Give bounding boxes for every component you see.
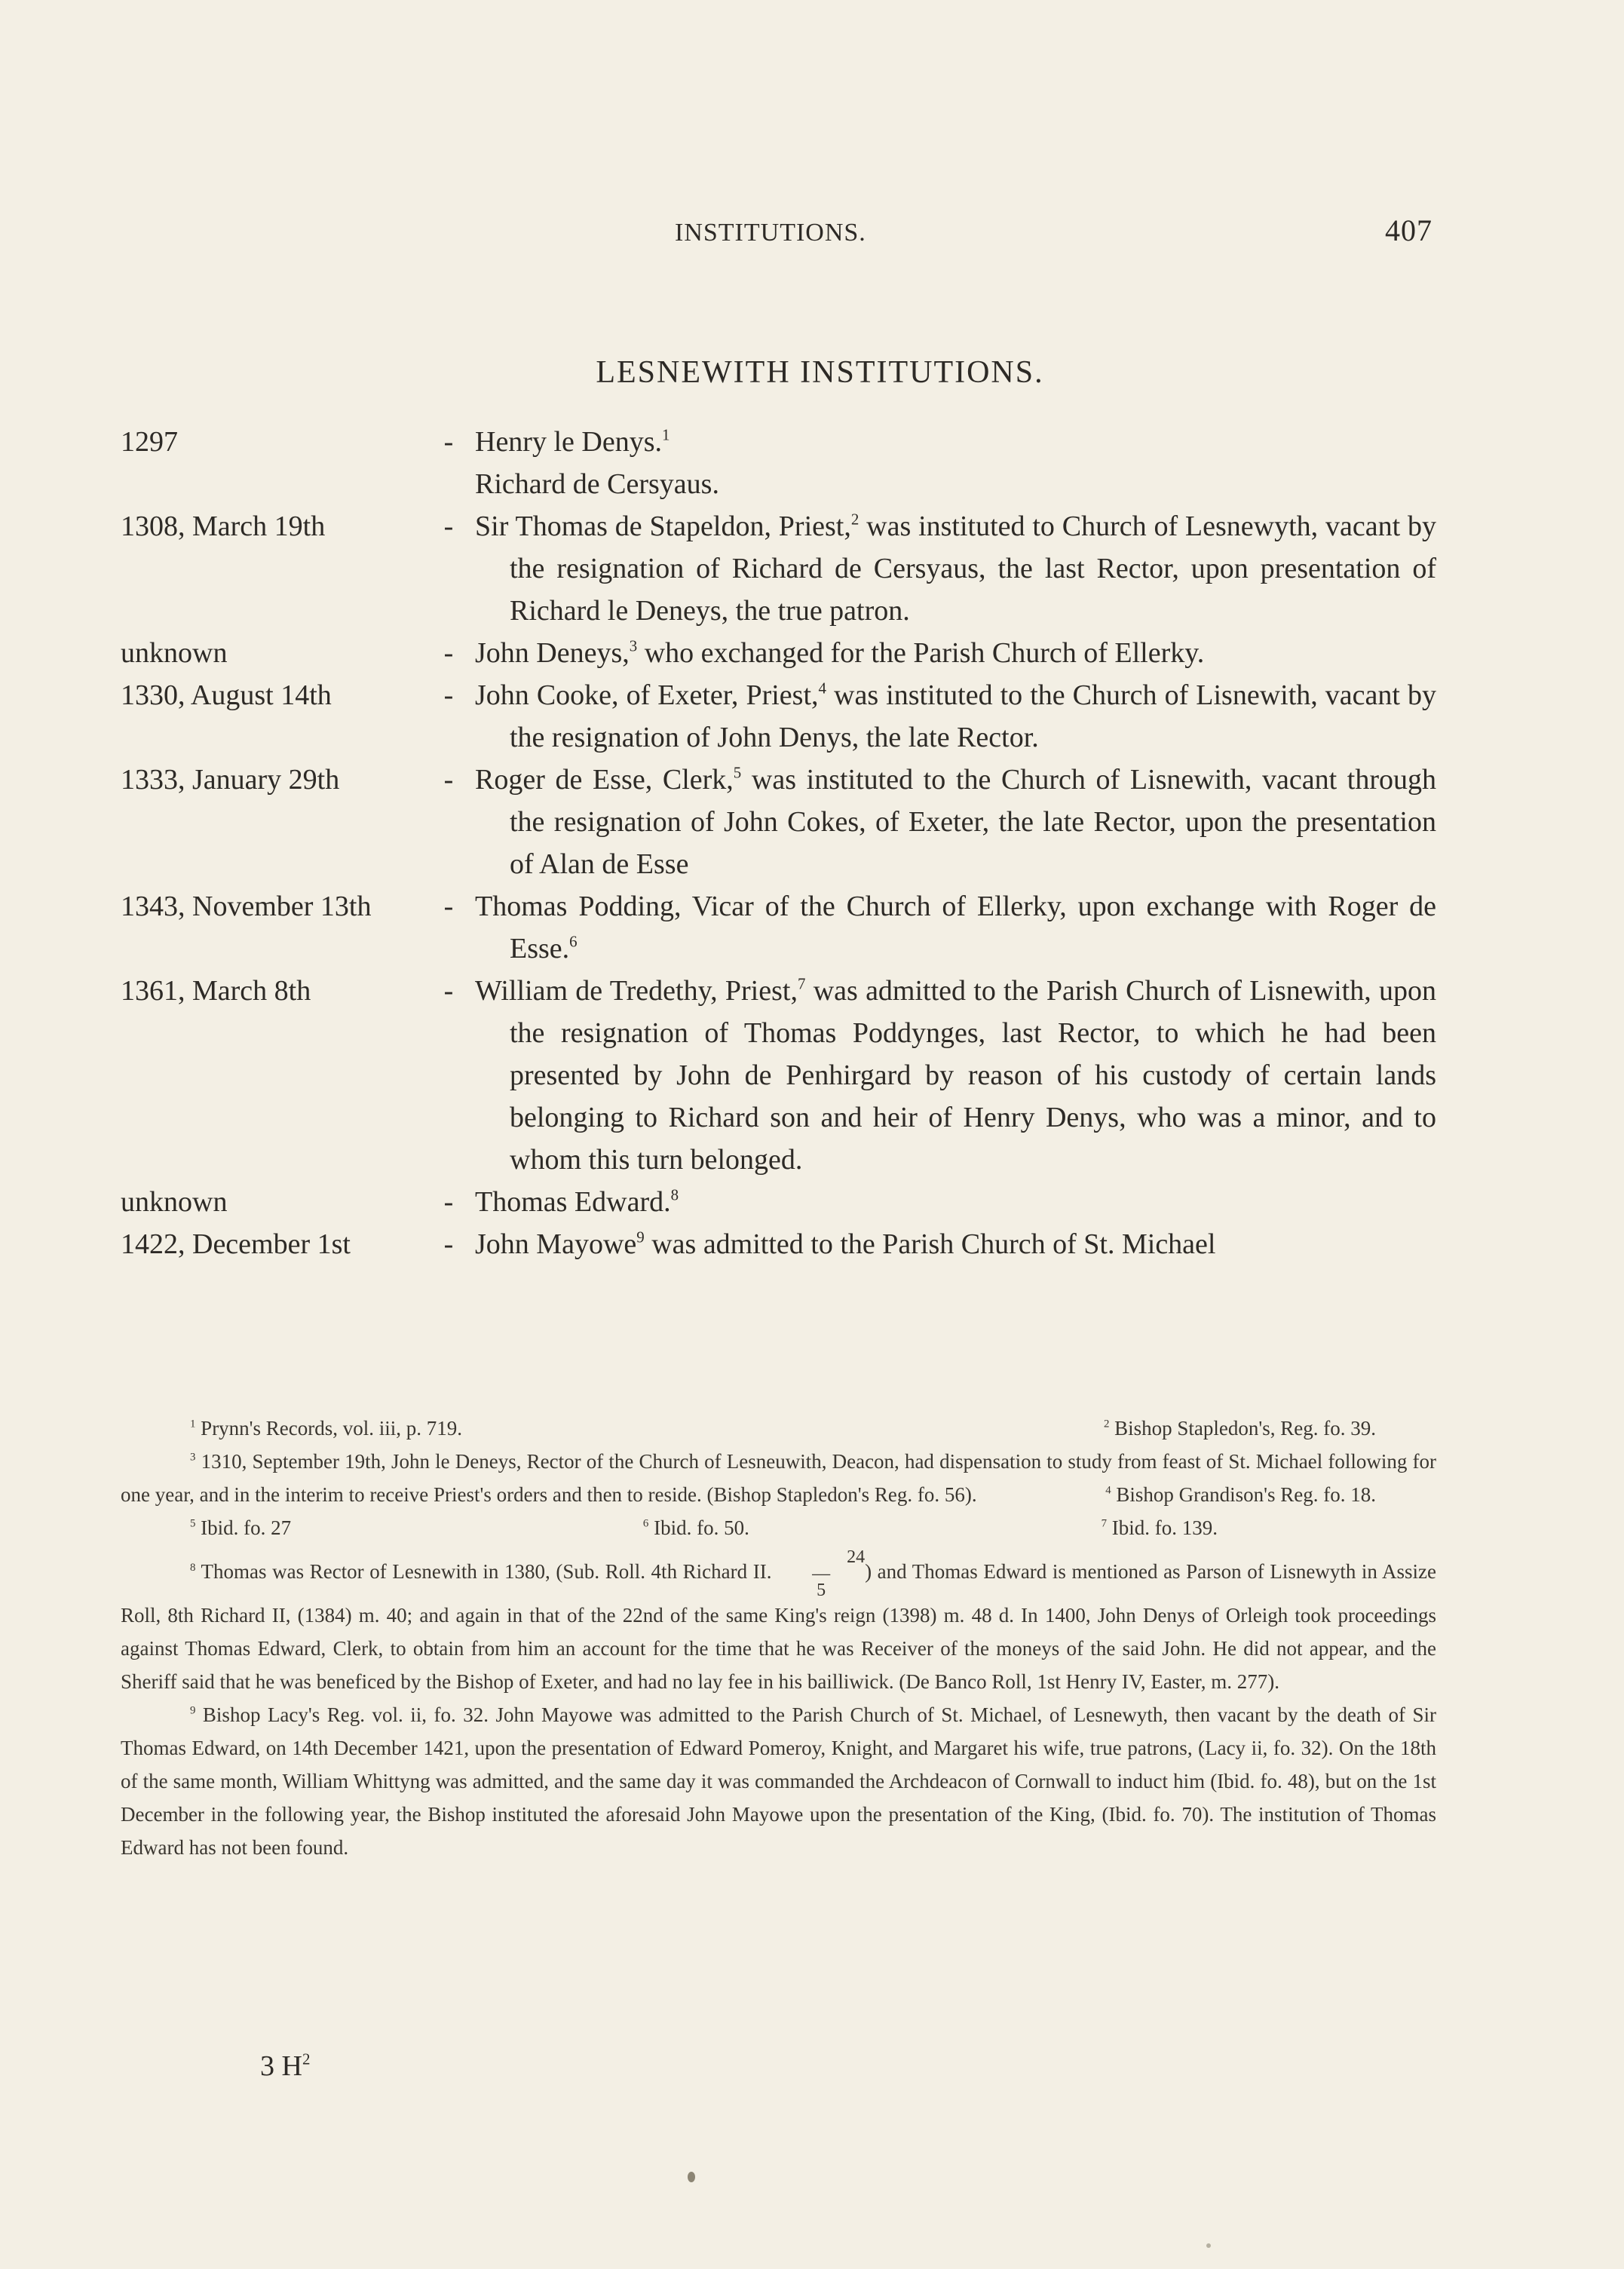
entry-text-body: was admitted to the Parish Church of St. Michael xyxy=(644,1228,1216,1260)
footnote-text: Thomas was Rector of Lesnewith in 1380, (Sub. Roll. 4th Richard II. xyxy=(201,1560,772,1584)
entry-date: unknown xyxy=(121,637,228,669)
footnote-text: Bishop Lacy's Reg. vol. ii, fo. 32. John Mayowe was admitted to the Parish Church of St. Michael, of Lesnewyth, then vacant by the death of Sir Thomas Edward, on 14th December 1421, upon the presentation of Edward Pomeroy, Knight, and Margaret his wife, true patrons, (Lacy ii, fo. 32). On the 18th of the same month, William Whittyng was admitted, and the same day it was commanded the Archdeacon of Cornwall to induct him (Ibid. fo. 48), but on the 1st December in the following year, the Bishop instituted the aforesaid John Mayowe upon the presentation of the King, (Ibid. fo. 70). The institution of Thomas Edward has not been found. xyxy=(121,1703,1436,1859)
paper-blemish xyxy=(1206,2243,1211,2248)
fraction-numerator: 24 xyxy=(847,1547,866,1567)
entry-date xyxy=(121,463,422,505)
footnote-number: 7 xyxy=(1101,1517,1108,1530)
entry-text xyxy=(475,674,1436,759)
entry-date: unknown xyxy=(121,1186,228,1218)
page-number: 407 xyxy=(1385,213,1432,247)
entry-dash: - xyxy=(443,891,454,922)
entry-date: 1422, December 1st xyxy=(121,1228,351,1260)
entry-text xyxy=(475,463,1436,505)
footnote-text: 1310, September 19th, John le Deneys, Rector of the Church of Lesneuwith, Deacon, had dispensation to study from feast of St. Michael following for one year, and in the interim to receive Priest's orders and then to reside. (Bishop Stapledon's Reg. fo. 56). xyxy=(121,1450,1437,1506)
list-item xyxy=(121,505,1436,632)
entry-date: 1333, January 29th xyxy=(121,764,340,796)
entry-text xyxy=(475,885,1436,970)
entry-dash xyxy=(422,463,475,505)
section-title: LESNEWITH INSTITUTIONS. xyxy=(596,355,1044,390)
footnote-number: 9 xyxy=(190,1704,196,1717)
list-item xyxy=(121,885,1436,970)
footnote-ref: 1 xyxy=(661,425,670,444)
entry-text-body: William de Tredethy, Priest, xyxy=(475,975,798,1007)
list-item xyxy=(121,759,1436,885)
footnote-text: Ibid. fo. 27 xyxy=(201,1516,292,1539)
entry-text xyxy=(475,759,1436,885)
entry-text-body: Richard de Cersyaus. xyxy=(475,468,719,500)
signature-text: 3 H xyxy=(260,2050,302,2082)
footnote xyxy=(643,1511,749,1544)
entry-text-body: Thomas Edward. xyxy=(475,1186,671,1218)
running-head-title: INSTITUTIONS. xyxy=(675,219,866,247)
footnote-ref: 6 xyxy=(569,932,578,951)
footnote-text: Bishop Stapledon's, Reg. fo. 39. xyxy=(1114,1417,1376,1440)
entry-date: 1308, March 19th xyxy=(121,511,326,542)
signature-superscript: 2 xyxy=(302,2050,311,2068)
entry-text-body: who exchanged for the Parish Church of Ellerky. xyxy=(637,637,1205,669)
entry-text-body: John Mayowe xyxy=(475,1228,637,1260)
list-item xyxy=(121,632,1436,674)
running-head xyxy=(121,213,1436,250)
entry-text xyxy=(475,505,1436,632)
entry-text-body: Thomas Podding, Vicar of the Church of Ellerky, upon exchange with Roger de Esse. xyxy=(475,891,1436,964)
footnote-text: Ibid. fo. 139. xyxy=(1111,1516,1218,1539)
entry-text xyxy=(475,632,1436,674)
signature-mark xyxy=(260,2050,310,2083)
footnote-ref: 7 xyxy=(797,974,806,993)
paper-blemish xyxy=(688,2172,695,2182)
list-item xyxy=(121,463,1436,505)
footnote xyxy=(1105,1478,1376,1511)
entry-text-body: was admitted to the Parish Church of Lisnewith, upon the resignation of Thomas Poddynges, last Rector, to which he had been presented by John de Penhirgard by reason of his custody of certain lands belonging to Richard son and heir of Henry Denys, who was a minor, and to whom this turn belonged. xyxy=(510,975,1437,1176)
footnote-number: 2 xyxy=(1103,1418,1110,1430)
list-item xyxy=(121,970,1436,1181)
entry-dash: - xyxy=(443,637,454,669)
entry-text-body: Roger de Esse, Clerk, xyxy=(475,764,734,796)
list-item xyxy=(121,1223,1436,1265)
footnote xyxy=(1102,1511,1218,1544)
footnote-number: 8 xyxy=(190,1561,196,1574)
entry-text-body: Sir Thomas de Stapeldon, Priest, xyxy=(475,511,851,542)
entry-text-body: was instituted to the Church of Lisnewith, vacant through the resignation of John Cokes, of Exeter, the late Rector, upon the presentation of Alan de Esse xyxy=(510,764,1437,880)
footnotes xyxy=(121,1412,1436,1864)
list-item xyxy=(121,1181,1436,1223)
footnote-number: 5 xyxy=(190,1517,196,1530)
footnote-ref: 8 xyxy=(670,1185,679,1204)
footnote-number: 4 xyxy=(1105,1484,1111,1497)
footnote-text: ) and Thomas Edward is mentioned as Parson of Lisnewyth in Assize Roll, 8th Richard II, (1384) m. 40; and again in that of the 22nd of the same King's reign (1398) m. 48 d. In 1400, John Denys of Orleigh took proceedings against Thomas Edward, Clerk, to obtain from him an account for the time that he was Receiver of the moneys of the said John. He did not appear, and the Sheriff said that he was beneficed by the Bishop of Exeter, and had no lay fee in his bailliwick. (De Banco Roll, 1st Henry IV, Easter, m. 277). xyxy=(121,1560,1437,1693)
entry-dash: - xyxy=(443,975,454,1007)
footnote-number: 1 xyxy=(190,1418,196,1430)
footnote-ref: 9 xyxy=(636,1228,645,1246)
footnote-ref: 2 xyxy=(850,510,859,529)
entry-text-body: Henry le Denys. xyxy=(475,426,662,458)
entry-dash: - xyxy=(443,679,454,711)
institutions-list xyxy=(121,421,1436,1265)
entry-text-body: was instituted to the Church of Lisnewith, vacant by the resignation of John Denys, the late Rector. xyxy=(510,679,1436,753)
footnote xyxy=(1104,1412,1376,1445)
fraction-denominator: 5 xyxy=(817,1581,826,1600)
entry-date: 1297 xyxy=(121,426,178,458)
entry-text xyxy=(475,1181,1436,1223)
list-item xyxy=(121,674,1436,759)
entry-date: 1343, November 13th xyxy=(121,891,372,922)
footnote-row xyxy=(121,1412,1436,1445)
footnote-text: Prynn's Records, vol. iii, p. 719. xyxy=(201,1417,463,1440)
entry-dash: - xyxy=(443,1186,454,1218)
footnote xyxy=(121,1698,1436,1864)
footnote-row xyxy=(121,1511,1436,1544)
entry-dash: - xyxy=(443,764,454,796)
footnote-ref: 5 xyxy=(733,763,742,782)
footnote xyxy=(190,1511,291,1544)
entry-dash: - xyxy=(443,1228,454,1260)
footnote-text: Bishop Grandison's Reg. fo. 18. xyxy=(1116,1483,1376,1506)
entry-text-body: John Cooke, of Exeter, Priest, xyxy=(475,679,819,711)
footnote-number: 6 xyxy=(642,1517,649,1530)
entry-text xyxy=(475,1223,1436,1265)
fraction: 24 — 5 xyxy=(812,1547,866,1600)
entry-text xyxy=(475,421,1436,463)
entry-text-body: was instituted to Church of Lesnewyth, vacant by the resignation of Richard de Cersyaus, the last Rector, upon presentation of Richard le Deneys, the true patron. xyxy=(510,511,1436,627)
footnote xyxy=(121,1549,1436,1698)
list-item xyxy=(121,421,1436,463)
footnote-number: 3 xyxy=(190,1451,196,1464)
footnote xyxy=(190,1412,462,1445)
entry-dash: - xyxy=(443,426,454,458)
entry-date: 1330, August 14th xyxy=(121,679,332,711)
footnote-ref: 4 xyxy=(818,679,826,698)
footnote-text: Ibid. fo. 50. xyxy=(654,1516,749,1539)
entry-text-body: John Deneys, xyxy=(475,637,630,669)
entry-dash: - xyxy=(443,511,454,542)
entry-date: 1361, March 8th xyxy=(121,975,311,1007)
entry-text xyxy=(475,970,1436,1181)
footnote-ref: 3 xyxy=(629,636,638,655)
